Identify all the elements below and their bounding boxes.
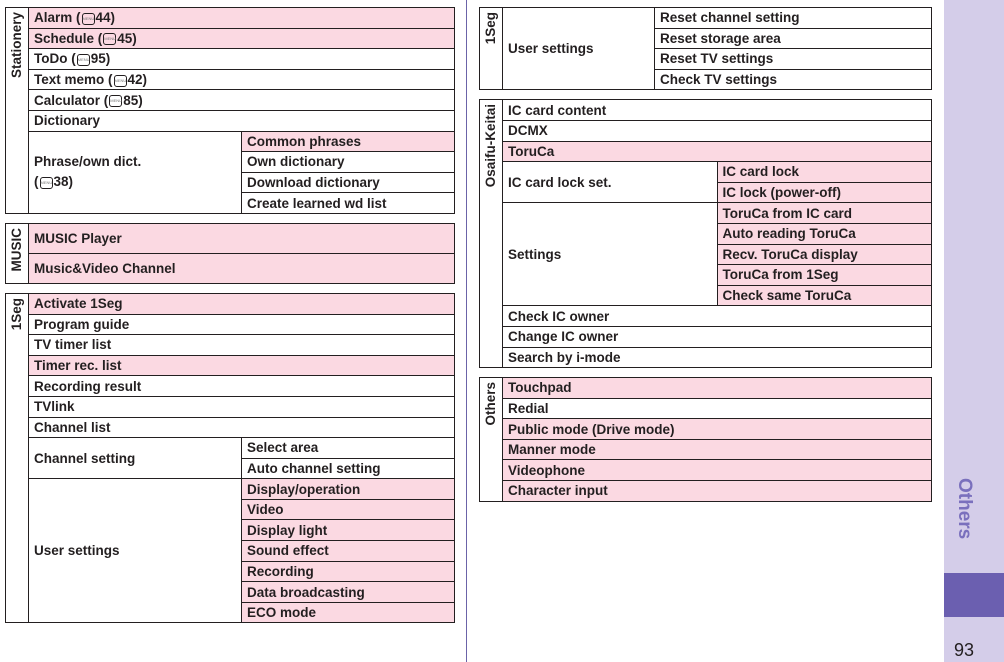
menu-item-check-tv-settings[interactable]: Check TV settings [655,69,932,90]
menu-item-activate-1seg[interactable]: Activate 1Seg [29,293,455,314]
menu-key-icon: MENU [40,177,53,189]
menu-item-public-mode[interactable]: Public mode (Drive mode) [503,419,932,440]
menu-item-program-guide[interactable]: Program guide [29,314,455,335]
menu-item-change-ic-owner[interactable]: Change IC owner [503,326,932,347]
group-user-settings: User settings [29,479,242,623]
left-column [5,7,455,632]
category-stationery: Stationery [6,8,29,214]
menu-key-icon: MENU [109,95,122,107]
menu-item-sound-effect[interactable]: Sound effect [242,541,455,562]
menu-item-eco-mode[interactable]: ECO mode [242,602,455,623]
menu-item-ic-lock-power-off[interactable]: IC lock (power-off) [717,182,932,203]
menu-item-create-learned-wd-list[interactable]: Create learned wd list [242,193,455,214]
menu-item-display-light[interactable]: Display light [242,520,455,541]
menu-item-data-broadcasting[interactable]: Data broadcasting [242,582,455,603]
page-number: 93 [954,640,975,660]
menu-item-reset-tv-settings[interactable]: Reset TV settings [655,49,932,70]
menu-key-icon: MENU [114,75,127,87]
menu-item-touchpad[interactable]: Touchpad [503,378,932,399]
menu-item-check-same-toruca[interactable]: Check same ToruCa [717,285,932,306]
menu-item-recv-toruca-display[interactable]: Recv. ToruCa display [717,244,932,265]
menu-item-toruca-from-ic-card[interactable]: ToruCa from IC card [717,203,932,224]
menu-item-timer-rec-list[interactable]: Timer rec. list [29,355,455,376]
right-column [479,7,932,511]
menu-item-videophone[interactable]: Videophone [503,460,932,481]
menu-item-music-video-channel[interactable]: Music&Video Channel [29,253,455,283]
group-channel-setting: Channel setting [29,438,242,479]
menu-item-tvlink[interactable]: TVlink [29,396,455,417]
menu-item-dictionary[interactable]: Dictionary [29,110,455,131]
menu-item-music-player[interactable]: MUSIC Player [29,223,455,253]
category-1seg-cont: 1Seg [480,8,503,90]
menu-item-calculator[interactable]: Calculator ( MENU85) [29,90,455,111]
menu-item-common-phrases[interactable]: Common phrases [242,131,455,152]
menu-item-download-dictionary[interactable]: Download dictionary [242,172,455,193]
menu-item-toruca[interactable]: ToruCa [503,141,932,162]
menu-item-video[interactable]: Video [242,499,455,520]
group-ic-card-lock-set: IC card lock set. [503,162,718,203]
menu-item-recording[interactable]: Recording [242,561,455,582]
oneseg-cont-table [479,7,932,90]
menu-key-icon: MENU [82,13,95,25]
osaifu-table [479,99,932,368]
menu-item-select-area[interactable]: Select area [242,438,455,459]
menu-item-own-dictionary[interactable]: Own dictionary [242,152,455,173]
menu-item-redial[interactable]: Redial [503,398,932,419]
menu-item-search-by-i-mode[interactable]: Search by i-mode [503,347,932,368]
menu-item-tv-timer-list[interactable]: TV timer list [29,335,455,356]
menu-item-toruca-from-1seg[interactable]: ToruCa from 1Seg [717,265,932,286]
menu-item-auto-reading-toruca[interactable]: Auto reading ToruCa [717,223,932,244]
category-osaifu-keitai: Osaifu-Keitai [480,100,503,368]
menu-key-icon: MENU [77,54,90,66]
menu-item-alarm[interactable]: Alarm ( MENU44) [29,8,455,29]
menu-item-reset-storage-area[interactable]: Reset storage area [655,28,932,49]
group-settings: Settings [503,203,718,306]
sidebar-section-label: Others [954,478,975,540]
others-table [479,377,932,502]
menu-item-display-operation[interactable]: Display/operation [242,479,455,500]
menu-item-channel-list[interactable]: Channel list [29,417,455,438]
menu-key-icon: MENU [103,33,116,45]
menu-item-recording-result[interactable]: Recording result [29,376,455,397]
menu-item-schedule[interactable]: Schedule ( MENU45) [29,28,455,49]
menu-item-character-input[interactable]: Character input [503,481,932,502]
category-1seg: 1Seg [6,293,29,623]
menu-item-auto-channel-setting[interactable]: Auto channel setting [242,458,455,479]
column-divider [466,0,467,662]
category-music: MUSIC [6,223,29,283]
music-table [5,223,455,284]
menu-item-manner-mode[interactable]: Manner mode [503,439,932,460]
menu-item-ic-card-content[interactable]: IC card content [503,100,932,121]
menu-item-dcmx[interactable]: DCMX [503,120,932,141]
menu-item-reset-channel-setting[interactable]: Reset channel setting [655,8,932,29]
stationery-table [5,7,455,214]
oneseg-table [5,293,455,624]
group-user-settings-cont: User settings [503,8,655,90]
sidebar-section-tab [944,573,1004,617]
group-phrase-own-dict: Phrase/own dict. ( MENU38) [29,131,242,213]
category-others: Others [480,378,503,502]
menu-item-check-ic-owner[interactable]: Check IC owner [503,306,932,327]
menu-item-todo[interactable]: ToDo ( MENU95) [29,49,455,70]
menu-item-text-memo[interactable]: Text memo ( MENU42) [29,69,455,90]
menu-item-ic-card-lock[interactable]: IC card lock [717,162,932,183]
